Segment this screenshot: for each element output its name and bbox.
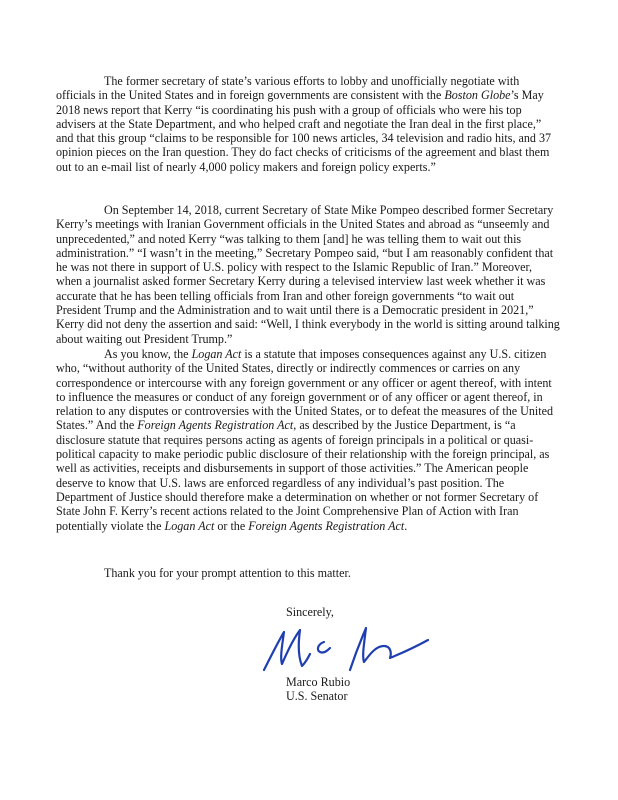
paragraph-text: or the — [214, 518, 249, 533]
handwritten-signature — [258, 620, 448, 680]
paragraph-text: , as described by the Justice Department, is “a disclosure statute that requires persons acting as agents of foreign principals in a political or quasi-political capacity to make periodic public disclosure of their relationship with the foreign principal, as well as activities, receipts and disbursements in support of those activities.” The American people deserve to know that U.S. laws are enforced regardless of any individual’s past position. The Department of Justice should therefore make a determination on whether or not former Secretary of State John F. Kerry’s recent actions related to the Joint Comprehensive Plan of Action with Iran potentially violate the — [56, 418, 550, 533]
signer-title: U.S. Senator — [286, 689, 348, 703]
italic-title: Foreign Agents Registration Act — [248, 518, 405, 533]
paragraph-text: On September 14, 2018, current Secretary of State Mike Pompeo described former Secretary Kerry’s meetings with Iranian Government officials in the United States and abroad as “unseemly and unprecedented,” and noted Kerry “was talking to them [and] he was telling them to wait out this administration.” “I wasn’t in the meeting,” Secretary Pompeo said, “but I am reasonably confident that he was not there in support of U.S. policy with respect to the Islamic Republic of Iran.” Moreover, when a journalist asked former Secretary Kerry during a televised interview last week whether it was accurate that he has been telling officials from Iran and other foreign governments “to wait out President Trump and the Administration and to wait until there is a Democratic president in 2021,” Kerry did not deny the assertion and said: “Well, I think everybody in the world is sitting around talking about waiting out President Trump.” — [56, 203, 560, 346]
italic-title: Logan Act — [164, 518, 215, 533]
paragraph-pompeo — [56, 203, 561, 346]
closing-salutation: Sincerely, — [286, 605, 334, 619]
paragraph-text: . — [404, 518, 408, 533]
paragraph-boston-globe — [56, 74, 561, 174]
signer-name: Marco Rubio — [286, 675, 351, 689]
paragraph-text: Thank you for your prompt attention to this matter. — [104, 566, 351, 580]
paragraph-text: As you know, the — [104, 347, 192, 361]
paragraph-text: is a statute that imposes consequences against any U.S. citizen who, “without authority of the United States, directly or indirectly commences or carries on any correspondence or intercourse with any foreign government or any officer or agent thereof, with intent to influence the measures or conduct of any foreign government or of any officer or agent thereof, in relation to any disputes or controversies with the United States, or to defeat the measures of the United States.” And the — [56, 347, 554, 433]
paragraph-text: ’s May 2018 news report that Kerry “is coordinating his push with a group of officials who were his top advisers at the State Department, and who helped craft and negotiate the Iran deal in the first place,” and that this group “claims to be responsible for 100 news articles, 34 television and radio hits, and 37 opinion pieces on the Iran question. They do fact checks of criticisms of the agreement and blast them out to an e-mail list of nearly 4,000 policy makers and foreign policy experts.” — [56, 88, 552, 174]
paragraph-thank-you — [56, 566, 561, 580]
paragraph-text: The former secretary of state’s various efforts to lobby and unofficially negotiate with officials in the United States and in foreign governments are consistent with the — [56, 74, 520, 103]
italic-title: Foreign Agents Registration Act — [137, 418, 294, 433]
italic-title: Logan Act — [191, 347, 242, 361]
italic-title: Boston Globe — [444, 88, 511, 103]
paragraph-logan-act — [56, 347, 561, 533]
